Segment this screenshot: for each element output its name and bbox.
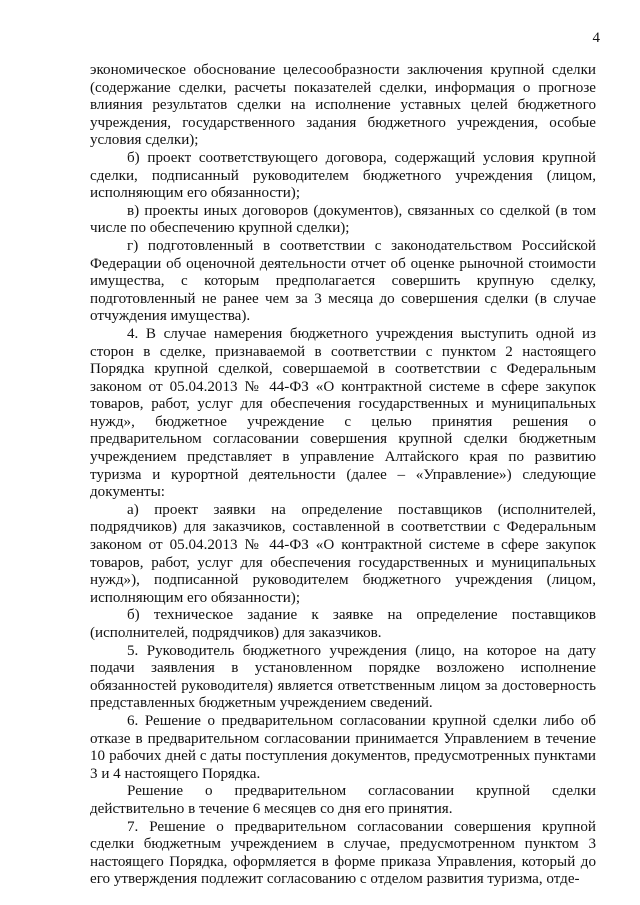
- paragraph-section-4-a: а) проект заявки на определение поставщиков (исполнителей, подрядчиков) для заказчиков, составленной в соответствии с Федеральным законом от 05.04.2013 № 44-ФЗ «О контрактной системе в сфере закупок товаров, работ, услуг для обеспечения государственных и муниципальных нужд»), подписанной руководителем бюджетного учреждения (лицом, исполняющим его обязанности);: [90, 501, 596, 606]
- paragraph-section-4-b: б) техническое задание к заявке на определение поставщиков (исполнителей, подрядчиков) для заказчиков.: [90, 607, 596, 641]
- paragraph-item-b: б) проект соответствующего договора, содержащий условия крупной сделки, подписанный руководителем бюджетного учреждения (лицом, исполняющим его обязанности);: [90, 149, 596, 202]
- document-body: [90, 62, 596, 889]
- paragraph-continuation: экономическое обоснование целесообразности заключения крупной сделки (содержание сделки, расчеты показателей сделки, информация о прогнозе влияния результатов сделки на исполнение уставных целей бюджетного учреждения, государственного задания бюджетного учреждения, особые условия сделки);: [90, 62, 596, 149]
- paragraph-section-4: 4. В случае намерения бюджетного учреждения выступить одной из сторон в сделке, признаваемой в соответствии с пунктом 2 настоящего Порядка крупной сделкой, совершаемой в соответствии с Федеральным законом от 05.04.2013 № 44-ФЗ «О контрактной системе в сфере закупок товаров, работ, услуг для обеспечения государственных и муниципальных нужд», бюджетное учреждение с целью принятия решения о предварительном согласовании совершения крупной сделки бюджетным учреждением представляет в управление Алтайского края по развитию туризма и курортной деятельности (далее – «Управление») следующие документы:: [90, 325, 596, 501]
- paragraph-item-g: г) подготовленный в соответствии с законодательством Российской Федерации об оценочной деятельности отчет об оценке рыночной стоимости имущества, с которым предполагается совершить крупную сделку, подготовленный не ранее чем за 3 месяца до совершения сделки (в случае отчуждения имущества).: [90, 237, 596, 325]
- paragraph-item-v: в) проекты иных договоров (документов), связанных со сделкой (в том числе по обеспечению крупной сделки);: [90, 202, 596, 237]
- paragraph-section-6: 6. Решение о предварительном согласовании крупной сделки либо об отказе в предварительном согласовании принимается Управлением в течение 10 рабочих дней с даты поступления документов, предусмотренных пунктами 3 и 4 настоящего Порядка.: [90, 712, 596, 782]
- paragraph-section-5: 5. Руководитель бюджетного учреждения (лицо, на которое на дату подачи заявления в установленном порядке возложено исполнение обязанностей руководителя) является ответственным лицом за достоверность представленных бюджетным учреждением сведений.: [90, 642, 596, 712]
- page-number: 4: [592, 30, 600, 46]
- paragraph-section-6-validity: Решение о предварительном согласовании крупной сделки действительно в течение 6 месяцев со дня его принятия.: [90, 783, 596, 817]
- paragraph-section-7: 7. Решение о предварительном согласовании совершения крупной сделки бюджетным учреждением в случае, предусмотренном пунктом 3 настоящего Порядка, оформляется в форме приказа Управления, который до его утверждения подлежит согласованию с отделом развития туризма, отде-: [90, 818, 596, 888]
